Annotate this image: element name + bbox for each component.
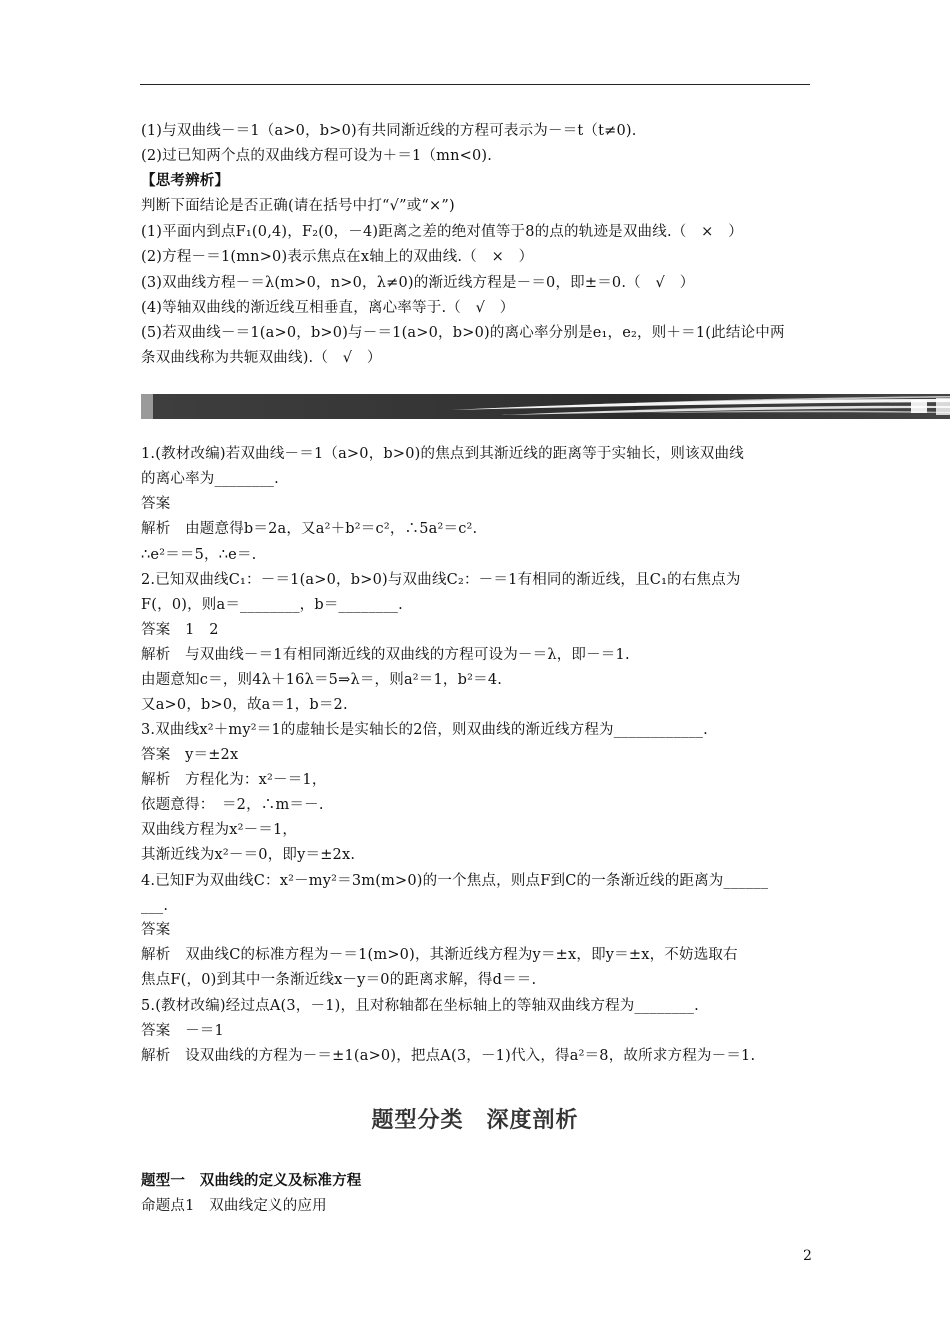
text-line: 【思考辨析】: [141, 173, 230, 189]
text-line: ∴e²＝＝5，∴e＝.: [141, 547, 257, 563]
text-line: 判断下面结论是否正确(请在括号中打“√”或“×”): [141, 198, 455, 214]
text-line: 解析 方程化为：x²－＝1，: [141, 772, 327, 788]
text-line: (3)双曲线方程－＝λ(m>0，n>0，λ≠0)的渐近线方程是－＝0，即±＝0.（ √ ）: [141, 275, 695, 291]
text-line: 答案: [141, 496, 171, 512]
text-line: 答案 y＝±2x: [141, 747, 239, 763]
text-line: 答案 1 2: [141, 622, 219, 638]
text-line: (2)过已知两个点的双曲线方程可设为＋＝1（mn<0).: [141, 148, 493, 164]
text-line: 5.(教材改编)经过点A(3，－1)，且对称轴都在坐标轴上的等轴双曲线方程为________.: [141, 998, 699, 1014]
text-line: F(，0)，则a＝________，b＝________.: [141, 597, 403, 613]
text-line: (1)平面内到点F₁(0,4)，F₂(0，－4)距离之差的绝对值等于8的点的轨迹是双曲线.（ × ）: [141, 224, 743, 240]
text-line: 依题意得： ＝2，∴m＝－.: [141, 797, 324, 813]
problem-type-heading: 题型一 双曲线的定义及标准方程: [141, 1173, 362, 1189]
text-line: 焦点F(，0)到其中一条渐近线x－y＝0的距离求解，得d＝＝.: [141, 972, 537, 988]
text-line: 解析 由题意得b＝2a，又a²＋b²＝c²，∴5a²＝c².: [141, 521, 478, 537]
text-line: 解析 与双曲线－＝1有相同渐近线的双曲线的方程可设为－＝λ，即－＝1.: [141, 647, 630, 663]
proposition-subheading: 命题点1 双曲线定义的应用: [141, 1198, 327, 1214]
text-line: 1.(教材改编)若双曲线－＝1（a>0，b>0)的焦点到其渐近线的距离等于实轴长，则该双曲线: [141, 446, 744, 462]
text-line: 3.双曲线x²＋my²＝1的虚轴长是实轴长的2倍，则双曲线的渐近线方程为____________.: [141, 722, 708, 738]
text-line: 答案: [141, 922, 171, 938]
text-line: (4)等轴双曲线的渐近线互相垂直，离心率等于.（ √ ）: [141, 300, 515, 316]
text-line: 答案 －＝1: [141, 1023, 224, 1039]
text-line: 2.已知双曲线C₁：－＝1(a>0，b>0)与双曲线C₂：－＝1有相同的渐近线，且C₁的右焦点为: [141, 572, 741, 588]
text-line: (5)若双曲线－＝1(a>0，b>0)与－＝1(a>0，b>0)的离心率分别是e₁，e₂，则＋＝1(此结论中两: [141, 325, 785, 341]
header-rule: [140, 84, 810, 85]
page-number: 2: [803, 1248, 812, 1264]
text-line: 由题意知c＝，则4λ＋16λ＝5⇒λ＝，则a²＝1，b²＝4.: [141, 672, 503, 688]
text-line: 条双曲线称为共轭双曲线).（ √ ）: [141, 350, 382, 366]
text-line: 的离心率为________.: [141, 471, 279, 487]
text-line: 解析 设双曲线的方程为－＝±1(a>0)，把点A(3，－1)代入，得a²＝8，故所求方程为－＝1.: [141, 1048, 756, 1064]
text-line: 解析 双曲线C的标准方程为－＝1(m>0)，其渐近线方程为y＝±x，即y＝±x，不妨选取右: [141, 947, 738, 963]
text-line: 双曲线方程为x²－＝1，: [141, 822, 298, 838]
text-line: (1)与双曲线－＝1（a>0，b>0)有共同渐近线的方程可表示为－＝t（t≠0).: [141, 123, 637, 139]
banner-swoosh: [141, 394, 950, 419]
section-banner: [141, 394, 950, 419]
section-title: 题型分类 深度剖析: [371, 1108, 579, 1133]
text-line: (2)方程－＝1(mn>0)表示焦点在x轴上的双曲线.（ × ）: [141, 249, 534, 265]
text-line: 其渐近线为x²－＝0，即y＝±2x.: [141, 847, 356, 863]
text-line: 4.已知F为双曲线C：x²－my²＝3m(m>0)的一个焦点，则点F到C的一条渐近线的距离为______: [141, 873, 769, 889]
text-line: ___.: [141, 898, 169, 914]
text-line: 又a>0，b>0，故a＝1，b＝2.: [141, 697, 348, 713]
